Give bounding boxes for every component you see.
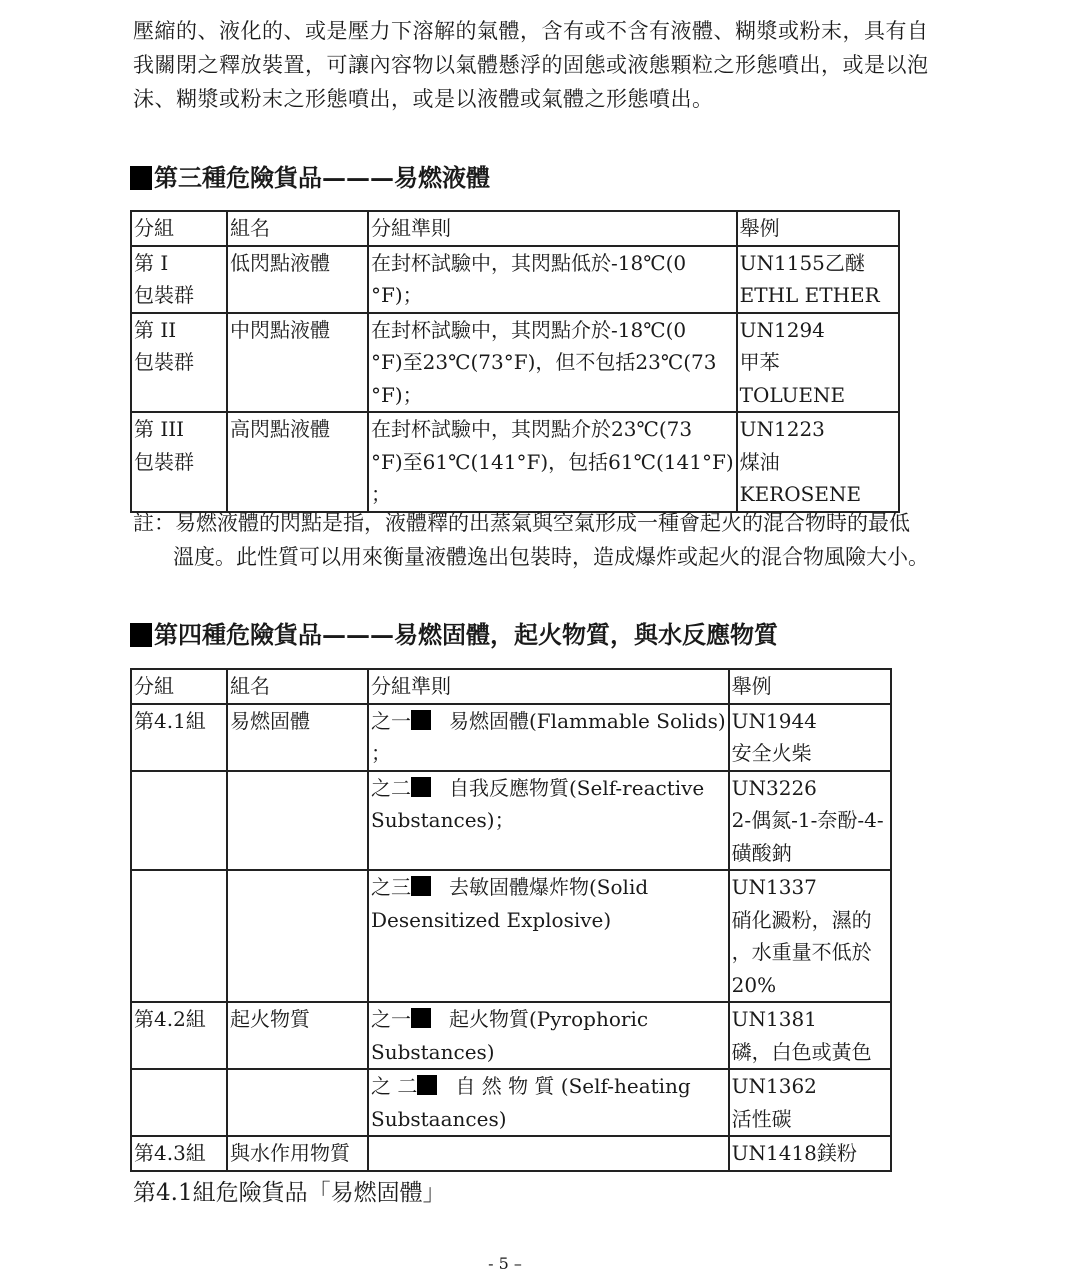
example-cell: [729, 1136, 891, 1171]
cell-line: [371, 1003, 726, 1036]
criteria-cell: [368, 313, 737, 413]
cell-line: 第 III: [134, 417, 185, 441]
cell-line: 中閃點液體: [230, 317, 330, 342]
example-cell: [737, 313, 899, 413]
black-square-icon: [411, 1008, 431, 1028]
table-row: [131, 704, 891, 771]
cell-line: UN1223: [739, 417, 825, 441]
cell-line: 包裝群: [134, 283, 194, 307]
cell-line: 在封杯試驗中，其閃點低於-18℃(0: [371, 250, 687, 275]
criteria-cell: [368, 246, 737, 313]
cell-line: 甲苯: [739, 350, 780, 374]
cell-line: 活性碳: [731, 1106, 792, 1131]
cell-line: [371, 705, 726, 738]
example-cell: [729, 1002, 891, 1069]
header-cell: 分組: [131, 669, 227, 704]
group-cell: [131, 870, 227, 1002]
criteria-text: 自我反應物質(Self-reactive: [449, 775, 705, 800]
cell-line: UN1381: [731, 1007, 817, 1031]
cell-line: UN3226: [731, 775, 817, 800]
cell-line: 在封杯試驗中，其閃點介於23℃(73: [371, 417, 693, 441]
cell-line: [371, 871, 726, 904]
table-header-row: [131, 211, 899, 246]
cell-line: 包裝群: [134, 449, 194, 474]
cell-line: 低閃點液體: [230, 250, 330, 275]
table-row: [131, 1136, 891, 1171]
example-cell: [729, 704, 891, 771]
page-number: - 5 –: [488, 1254, 522, 1273]
cell-line: ；: [371, 482, 391, 506]
criteria-prefix: 之 二: [371, 1074, 418, 1098]
name-cell: 與水作用物質: [227, 1136, 368, 1171]
table-row: [131, 412, 899, 512]
cell-line: ETHL ETHER: [739, 283, 880, 307]
cell-line: °F)至23℃(73°F)，但不包括23℃(73: [371, 350, 717, 374]
cell-line: Desensitized Explosive): [371, 907, 612, 932]
criteria-cell: [368, 1069, 729, 1136]
name-cell: [227, 246, 368, 313]
cell-line: UN1418鎂粉: [731, 1141, 857, 1165]
text-line: 我關閉之釋放裝置，可讓內容物以氣體懸浮的固態或液態顆粒之形態噴出，或是以泡: [133, 53, 929, 77]
criteria-text: 去敏固體爆炸物(Solid: [449, 875, 649, 899]
group-cell: 第4.2組: [131, 1002, 227, 1069]
cell-line: 安全火柴: [731, 741, 812, 765]
note-line: 註：易燃液體的閃點是指，液體釋的出蒸氣與空氣形成一種會起火的混合物時的最低: [133, 511, 910, 535]
group-cell: [131, 412, 227, 512]
black-square-icon: [411, 710, 431, 730]
cell-line: UN1294: [739, 317, 825, 342]
section3-table: [130, 210, 900, 513]
cell-line: UN1155乙醚: [739, 250, 865, 275]
cell-line: [371, 1070, 726, 1103]
criteria-prefix: 之三: [371, 875, 411, 899]
group-cell: [131, 771, 227, 871]
name-cell: [227, 1069, 368, 1136]
criteria-text: 易燃固體(Flammable Solids): [449, 708, 726, 733]
cell-line: 第 II: [134, 317, 177, 342]
name-cell: 易燃固體: [227, 704, 368, 771]
section4-heading: [130, 618, 778, 652]
criteria-text: 自 然 物 質 (Self-heating: [455, 1074, 691, 1098]
example-cell: [729, 771, 891, 871]
intro-paragraph: [133, 14, 953, 116]
criteria-cell: [368, 1136, 729, 1171]
cell-line: 煤油: [739, 449, 780, 474]
group-cell: [131, 1069, 227, 1136]
header-cell: 舉例: [737, 211, 899, 246]
cell-line: UN1362: [731, 1074, 817, 1098]
criteria-cell: [368, 870, 729, 1002]
name-cell: [227, 771, 368, 871]
cell-line: 磺酸鈉: [731, 840, 792, 865]
table-row: [131, 313, 899, 413]
criteria-prefix: 之一: [371, 708, 411, 733]
cell-line: 2-偶氮-1-奈酚-4-: [731, 808, 884, 832]
black-square-icon: [411, 777, 431, 797]
header-cell: 舉例: [729, 669, 891, 704]
note-line: 溫度。此性質可以用來衡量液體逸出包裝時，造成爆炸或起火的混合物風險大小。: [173, 545, 929, 569]
header-cell: 分組準則: [368, 211, 737, 246]
example-cell: [737, 246, 899, 313]
criteria-cell: [368, 412, 737, 512]
example-cell: [729, 1069, 891, 1136]
cell-line: UN1337: [731, 875, 817, 899]
black-square-bullet-icon: [130, 166, 152, 190]
header-cell: 組名: [227, 669, 368, 704]
cell-line: 硝化澱粉，濕的: [731, 907, 872, 932]
text-line: 沫、糊漿或粉末之形態噴出，或是以液體或氣體之形態噴出。: [133, 87, 714, 111]
cell-line: °F)；: [371, 283, 423, 307]
name-cell: 起火物質: [227, 1002, 368, 1069]
group-cell: [131, 246, 227, 313]
black-square-icon: [411, 876, 431, 896]
example-cell: [729, 870, 891, 1002]
group-cell: [131, 313, 227, 413]
section3-note: [133, 506, 929, 574]
cell-line: UN1944: [731, 708, 817, 733]
text-line: 壓縮的、液化的、或是壓力下溶解的氣體，含有或不含有液體、糊漿或粉末，具有自: [133, 19, 929, 43]
section4-table: [130, 668, 892, 1172]
criteria-cell: [368, 771, 729, 871]
section4-heading-text: 第四種危險貨品———易燃固體，起火物質，與水反應物質: [154, 620, 778, 649]
criteria-text: 起火物質(Pyrophoric: [449, 1007, 649, 1031]
criteria-prefix: 之二: [371, 775, 411, 800]
cell-line: 磷，白色或黃色: [731, 1039, 872, 1064]
table-row: [131, 1069, 891, 1136]
cell-line: Substaances): [371, 1106, 507, 1131]
cell-line: 高閃點液體: [230, 417, 330, 441]
example-cell: [737, 412, 899, 512]
group-cell: 第4.3組: [131, 1136, 227, 1171]
table-row: [131, 771, 891, 871]
group-cell: 第4.1組: [131, 704, 227, 771]
section3-heading-text: 第三種危險貨品———易燃液體: [154, 163, 490, 192]
table-row: [131, 870, 891, 1002]
black-square-icon: [417, 1075, 437, 1095]
cell-line: 在封杯試驗中，其閃點介於-18℃(0: [371, 317, 687, 342]
name-cell: [227, 412, 368, 512]
cell-line: 20%: [731, 972, 777, 997]
cell-line: °F)；: [371, 382, 423, 407]
table-row: [131, 246, 899, 313]
table-header-row: [131, 669, 891, 704]
criteria-cell: [368, 704, 729, 771]
criteria-prefix: 之一: [371, 1007, 411, 1031]
cell-line: 包裝群: [134, 350, 194, 374]
cell-line: °F)至61℃(141°F)，包括61℃(141°F): [371, 449, 734, 474]
table-row: [131, 1002, 891, 1069]
criteria-cell: [368, 1002, 729, 1069]
header-cell: 組名: [227, 211, 368, 246]
cell-line: TOLUENE: [739, 382, 846, 407]
header-cell: 分組: [131, 211, 227, 246]
section3-heading: [130, 161, 490, 195]
figure-caption: 第4.1組危險貨品「易燃固體」: [133, 1180, 446, 1206]
cell-line: ，水重量不低於: [731, 940, 872, 964]
header-cell: 分組準則: [368, 669, 729, 704]
cell-line: Substances)；: [371, 808, 515, 832]
cell-line: ；: [371, 741, 391, 765]
cell-line: KEROSENE: [739, 482, 862, 506]
name-cell: [227, 313, 368, 413]
name-cell: [227, 870, 368, 1002]
cell-line: 第 I: [134, 250, 169, 275]
cell-line: [371, 772, 726, 805]
black-square-bullet-icon: [130, 623, 152, 647]
cell-line: Substances): [371, 1039, 495, 1064]
